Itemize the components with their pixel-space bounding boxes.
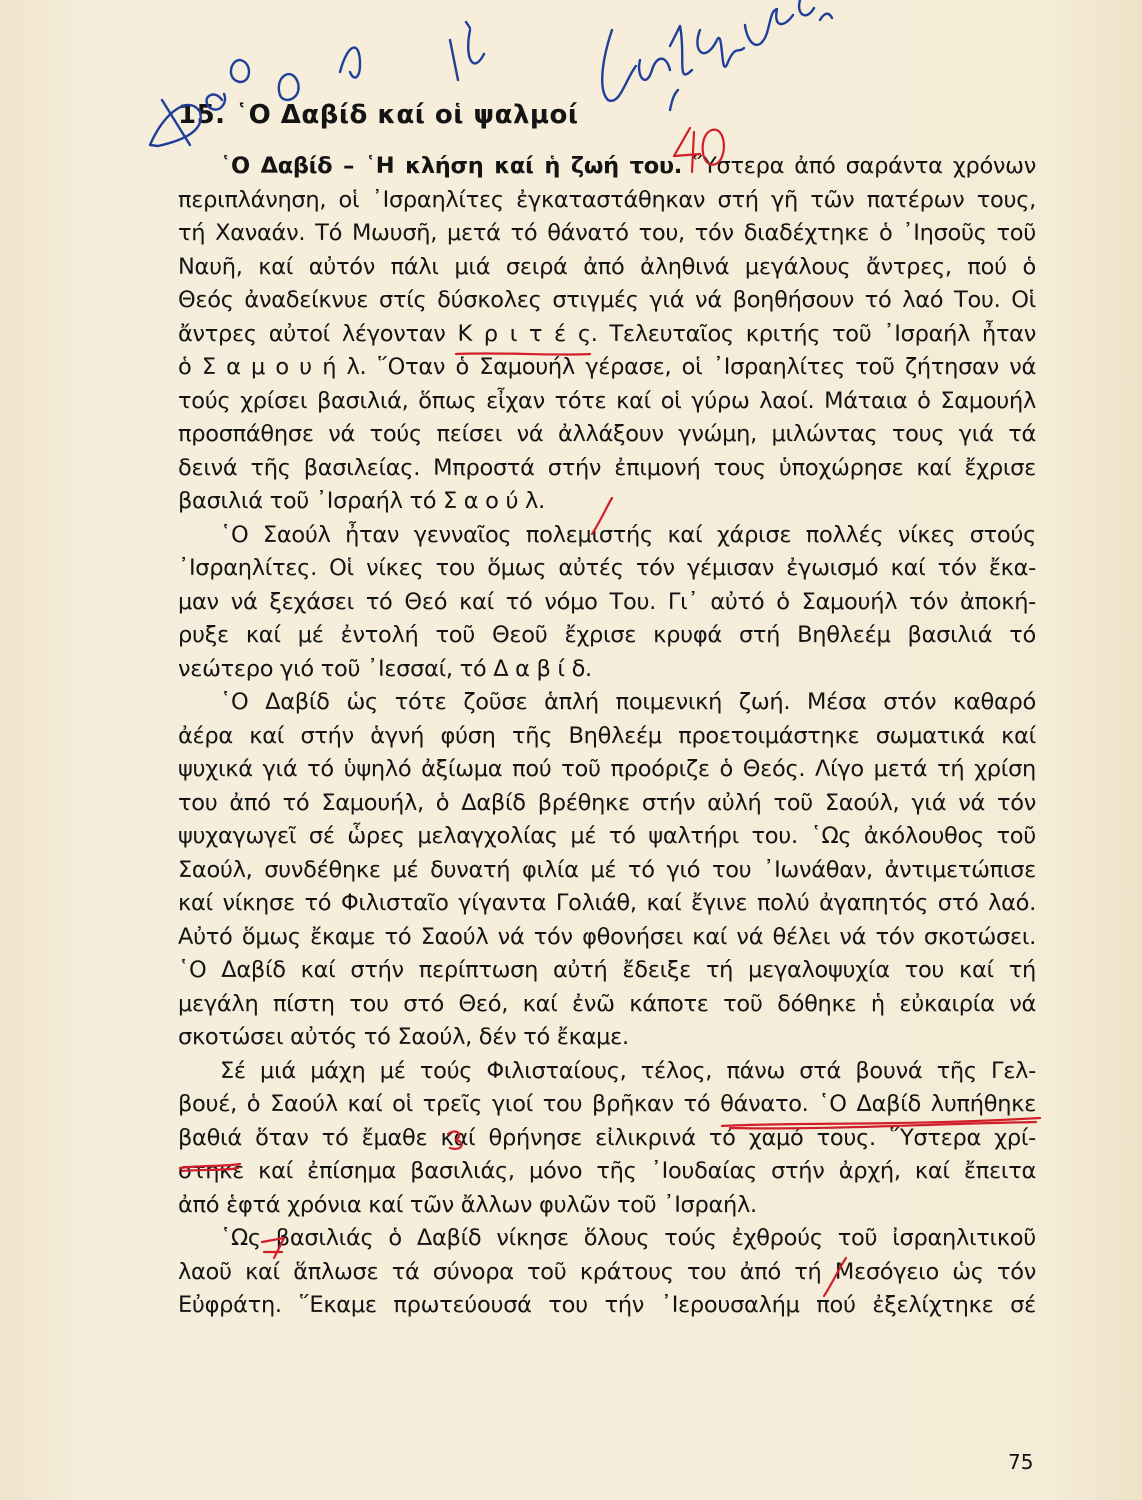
text-line: ἄντρες αὐτοί λέγονταν Κ ρ ι τ έ ς. Τελευταῖος κριτής τοῦ ᾿Ισραήλ ἦταν (178, 320, 1036, 347)
text-line: του ἀπό τό Σαμουήλ, ὁ Δαβίδ βρέθηκε στήν αὐλή τοῦ Σαούλ, γιά νά τόν (178, 789, 1036, 816)
text-line: βαθιά ὅταν τό ἔμαθε καί θρήνησε εἰλικρινά τό χαμό τους. ῞Υστερα χρί- (178, 1124, 1036, 1151)
text-line: ψυχαγωγεῖ σέ ὧρες μελαγχολίας μέ τό ψαλτήρι του. ῾Ως ἀκόλουθος τοῦ (178, 823, 1036, 849)
text-line: βασιλιά τοῦ ᾿Ισραήλ τό Σ α ο ύ λ. (178, 488, 545, 514)
struck-text: βουέ (178, 1091, 231, 1117)
text-line: ῾Ο Σαούλ ἦταν γενναῖος πολεμιστής καί χάρισε πολλές νίκες στούς (220, 521, 1036, 548)
paragraph-4 (178, 1055, 1036, 1223)
text-line: περιπλάνηση, οἱ ᾿Ισραηλίτες ἐγκαταστάθηκαν στή γῆ τῶν πατέρων τους, (178, 186, 1036, 213)
text-line: προσπάθησε νά τούς πείσει νά ἀλλάξουν γνώμη, μιλώντας τους γιά τά (178, 421, 1036, 447)
text-line: μεγάλη πίστη του στό Θεό, καί ἐνῶ κάποτε τοῦ δόθηκε ἡ εὐκαιρία νά (178, 990, 1036, 1017)
text-line: Εὐφράτη. ῞Εκαμε πρωτεύουσά του τήν ᾿Ιερουσαλήμ πού ἐξελίχτηκε σέ (178, 1292, 1036, 1318)
text-line: τούς χρίσει βασιλιά, ὅπως εἶχαν τότε καί οἱ γύρω λαοί. Μάταια ὁ Σαμουήλ (178, 387, 1036, 414)
paragraph-5 (178, 1222, 1036, 1323)
text-line: ῾Ο Δαβίδ καί στήν περίπτωση αὐτή ἔδειξε τή μεγαλοψυχία του καί τή (178, 957, 1036, 983)
text-line: ῾Ως βασιλιάς ὁ Δαβίδ νίκησε ὅλους τούς ἐχθρούς τοῦ ἰσραηλιτικοῦ (220, 1225, 1036, 1251)
paragraph-2 (178, 519, 1036, 687)
text-line: ὁ Σ α μ ο υ ή λ. ῞Οταν ὁ Σαμουήλ γέρασε, οἱ ᾿Ισραηλίτες τοῦ ζήτησαν νά (178, 354, 1036, 380)
text-line: Ναυῆ, καί αὐτόν πάλι μιά σειρά ἀπό ἀληθινά μεγάλους ἄντρες, πού ὁ (178, 253, 1036, 280)
text-line: Σέ μιά μάχη μέ τούς Φιλισταίους, τέλος, πάνω στά βουνά τῆς Γελ- (220, 1057, 1036, 1084)
text-line: νεώτερο γιό τοῦ ᾿Ιεσσαί, τό Δ α β ί δ. (178, 655, 592, 682)
text-line: σκοτώσει αὐτός τό Σαούλ, δέν τό ἔκαμε. (178, 1024, 629, 1050)
text-line: ᾿Ισραηλίτες. Οἱ νίκες του ὅμως αὐτές τόν γέμισαν ἐγωισμό καί τόν ἔκα- (178, 555, 1036, 581)
text-line: Σαούλ, συνδέθηκε μέ δυνατή φιλία μέ τό γιό του ᾿Ιωνάθαν, ἀντιμετώπισε (178, 856, 1036, 883)
paragraph-3 (178, 686, 1036, 1055)
section-lead: ῾Ο Δαβίδ – ῾Η κλήση καί ἡ ζωή του. (220, 153, 682, 179)
text-line: δεινά τῆς βασιλείας. Μπροστά στήν ἐπιμονή τους ὑποχώρησε καί ἔχρισε (178, 454, 1036, 481)
body-text (178, 150, 1036, 1323)
text-line: λαοῦ καί ἅπλωσε τά σύνορα τοῦ κράτους του ἀπό τή Μεσόγειο ὡς τόν (178, 1258, 1036, 1285)
text-line: ῾Ο Δαβίδ ὡς τότε ζοῦσε ἁπλή ποιμενική ζωή. Μέσα στόν καθαρό (220, 689, 1036, 715)
text-line: στηκε καί ἐπίσημα βασιλιάς, μόνο τῆς ᾿Ιουδαίας στήν ἀρχή, καί ἔπειτα (178, 1158, 1036, 1184)
text-line: Θεός ἀναδείκνυε στίς δύσκολες στιγμές γιά νά βοηθήσουν τό λαό Του. Οἱ (178, 287, 1036, 313)
text-line: ἀέρα καί στήν ἁγνή φύση τῆς Βηθλεέμ προετοιμάστηκε σωματικά καί (178, 722, 1036, 749)
text-line: ρυξε καί μέ ἐντολή τοῦ Θεοῦ ἔχρισε κρυφά στή Βηθλεέμ βασιλιά τό (178, 622, 1036, 648)
text-line: ῾Ο Δαβίδ – ῾Η κλήση καί ἡ ζωή του. ῞Υστερα ἀπό σαράντα χρόνων (220, 153, 1036, 179)
text-line: Αὐτό ὅμως ἔκαμε τό Σαούλ νά τόν φθονήσει καί νά θέλει νά τόν σκοτώσει. (178, 923, 1036, 950)
text-line: μαν νά ξεχάσει τό Θεό καί τό νόμο Του. Γι᾿ αὐτό ὁ Σαμουήλ τόν ἀποκή- (178, 588, 1036, 615)
page-title: 15. ῾Ο Δαβίδ καί οἱ ψαλμοί (178, 100, 579, 130)
text-line: ἀπό ἑφτά χρόνια καί τῶν ἄλλων φυλῶν τοῦ ᾿Ισραήλ. (178, 1191, 757, 1218)
text-line: ψυχικά γιά τό ὑψηλό ἀξίωμα πού τοῦ προόριζε ὁ Θεός. Λίγο μετά τή χρίση (178, 756, 1036, 782)
struck-text: πάνω στά βουνά τῆς Γελ- (726, 1057, 1036, 1084)
page-number: 75 (1008, 1450, 1034, 1474)
paragraph-1 (178, 150, 1036, 519)
text-line: τή Χαναάν. Τό Μωυσῆ, μετά τό θάνατό του, τόν διαδέχτηκε ὁ ᾿Ιησοῦς τοῦ (178, 220, 1036, 246)
text-line: βουέ, ὁ Σαούλ καί οἱ τρεῖς γιοί του βρῆκαν τό θάνατο. ῾Ο Δαβίδ λυπήθηκε (178, 1091, 1036, 1117)
text-line: καί νίκησε τό Φιλισταῖο γίγαντα Γολιάθ, καί ἔγινε πολύ ἀγαπητός στό λαό. (178, 890, 1036, 916)
